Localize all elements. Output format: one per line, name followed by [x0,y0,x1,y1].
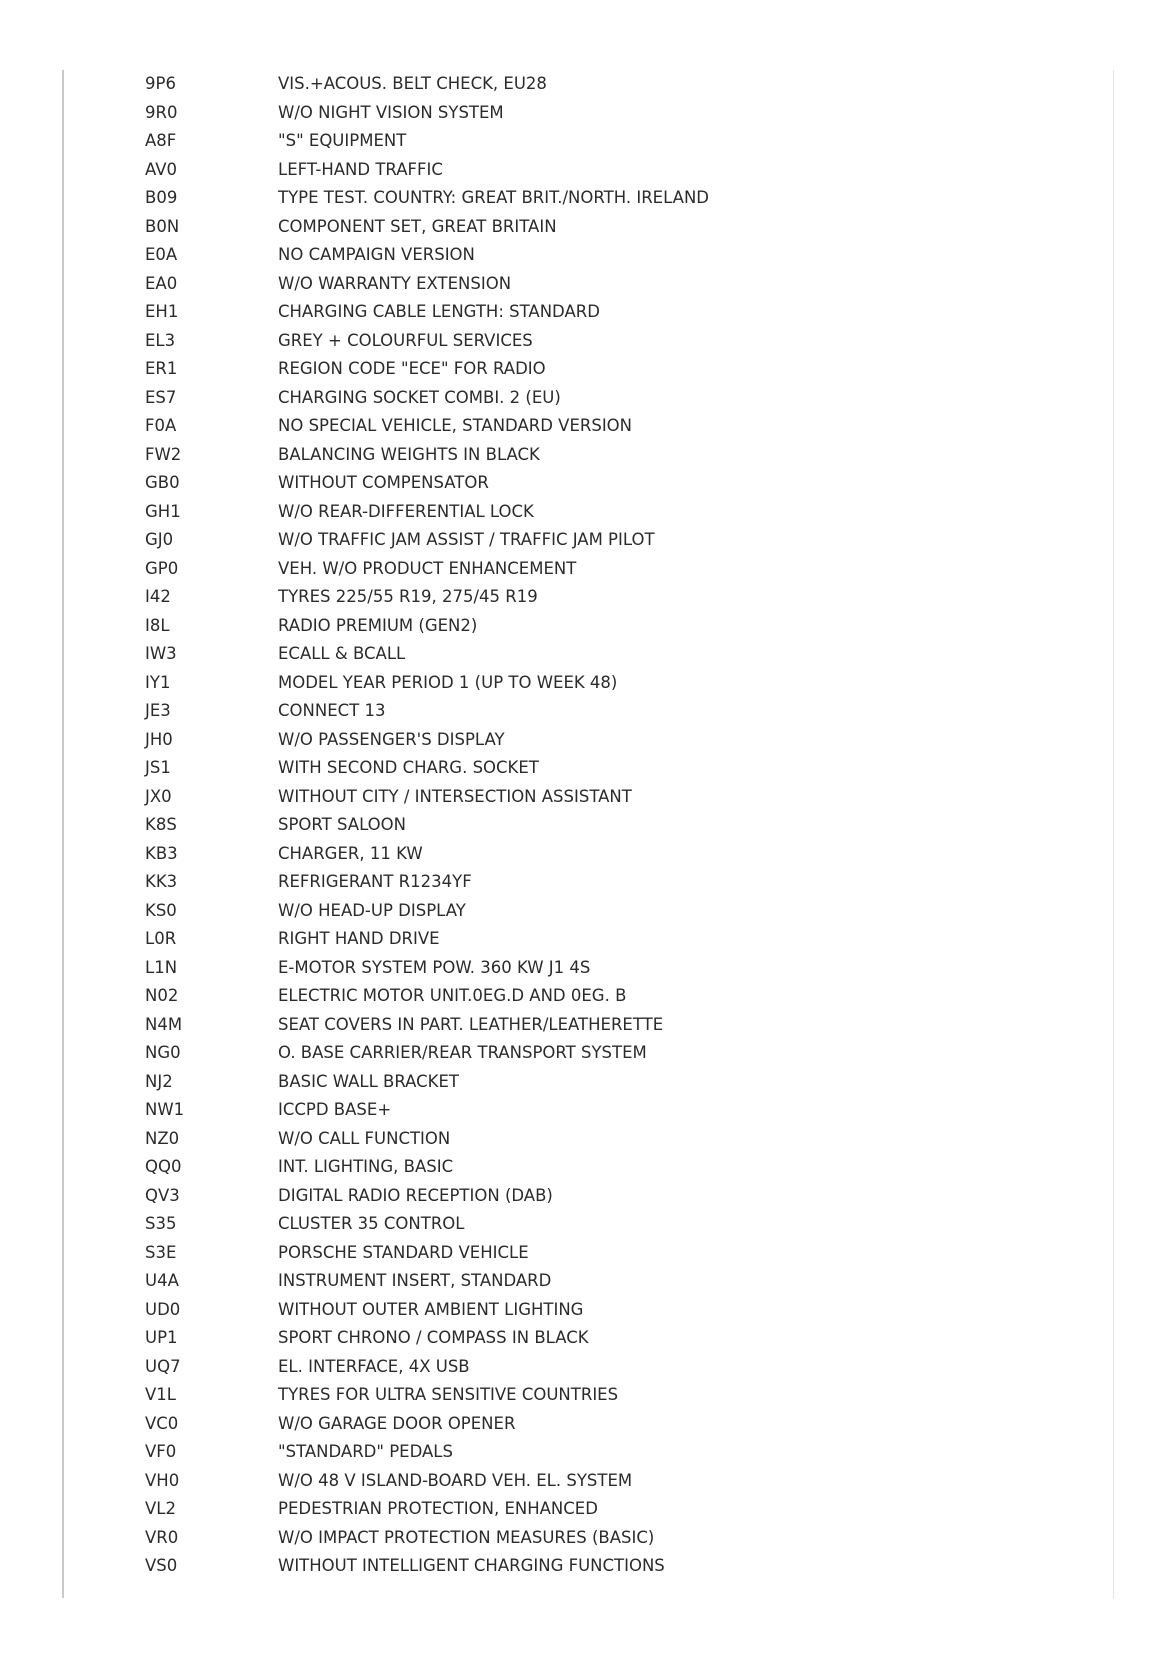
list-item [0,1410,1174,1439]
list-item [0,1552,1174,1581]
list-item [0,298,1174,327]
list-item [0,982,1174,1011]
option-code: N02 [145,986,179,1005]
option-code: KK3 [145,872,178,891]
option-description: RADIO PREMIUM (GEN2) [278,615,478,635]
list-item [0,241,1174,270]
option-description: MODEL YEAR PERIOD 1 (UP TO WEEK 48) [278,672,618,692]
option-description: WITHOUT COMPENSATOR [278,473,489,492]
option-description: REGION CODE "ECE" FOR RADIO [278,359,546,378]
option-description: NO CAMPAIGN VERSION [278,245,475,264]
option-description: VIS.+ACOUS. BELT CHECK, EU28 [278,74,547,93]
option-code: IY1 [145,672,171,692]
list-item [0,355,1174,384]
option-code: EL3 [145,330,176,350]
list-item [0,726,1174,755]
option-code: VC0 [145,1413,179,1433]
option-code: EH1 [145,302,179,321]
list-item [0,1210,1174,1239]
option-description: INT. LIGHTING, BASIC [278,1157,454,1176]
list-item [0,1096,1174,1125]
list-item [0,583,1174,612]
option-code: FW2 [145,444,182,464]
list-item [0,469,1174,498]
option-description: DIGITAL RADIO RECEPTION (DAB) [278,1185,553,1205]
option-code: E0A [145,245,178,264]
option-description: COMPONENT SET, GREAT BRITAIN [278,216,557,236]
option-description: O. BASE CARRIER/REAR TRANSPORT SYSTEM [278,1043,647,1062]
option-description: BALANCING WEIGHTS IN BLACK [278,444,540,464]
option-code: UD0 [145,1299,181,1319]
option-description: "S" EQUIPMENT [278,131,407,150]
list-item [0,868,1174,897]
option-code: GB0 [145,473,180,492]
option-description: W/O PASSENGER'S DISPLAY [278,729,505,749]
list-item [0,811,1174,840]
list-item [0,1381,1174,1410]
option-description: TYRES FOR ULTRA SENSITIVE COUNTRIES [278,1385,619,1404]
list-item [0,1125,1174,1154]
option-description: W/O NIGHT VISION SYSTEM [278,102,504,122]
list-item [0,156,1174,185]
option-code: N4M [145,1014,183,1034]
list-item [0,526,1174,555]
option-description: WITH SECOND CHARG. SOCKET [278,758,539,777]
list-item [0,897,1174,926]
option-description: CHARGING CABLE LENGTH: STANDARD [278,302,600,321]
option-description: GREY + COLOURFUL SERVICES [278,330,533,350]
list-item [0,1296,1174,1325]
option-code: JH0 [145,729,173,749]
option-description: BASIC WALL BRACKET [278,1071,460,1091]
option-description: NO SPECIAL VEHICLE, STANDARD VERSION [278,416,633,435]
option-code: GJ0 [145,530,174,549]
option-description: INSTRUMENT INSERT, STANDARD [278,1271,552,1290]
list-item [0,783,1174,812]
option-code: AV0 [145,159,178,179]
list-item [0,697,1174,726]
option-code: GP0 [145,558,179,578]
option-code: 9P6 [145,74,176,93]
option-description: W/O HEAD-UP DISPLAY [278,900,466,920]
option-code: 9R0 [145,102,178,122]
option-description: ICCPD BASE+ [278,1100,392,1119]
option-description: WITHOUT INTELLIGENT CHARGING FUNCTIONS [278,1556,665,1575]
list-item [0,498,1174,527]
option-code: QV3 [145,1185,180,1205]
option-description: W/O GARAGE DOOR OPENER [278,1413,516,1433]
list-item [0,1467,1174,1496]
list-item [0,640,1174,669]
option-code: V1L [145,1385,176,1404]
option-code: QQ0 [145,1157,182,1176]
option-description: SPORT CHRONO / COMPASS IN BLACK [278,1328,589,1347]
list-item [0,754,1174,783]
option-description: TYRES 225/55 R19, 275/45 R19 [278,587,538,606]
list-item [0,99,1174,128]
option-code: JS1 [145,758,171,777]
list-item [0,1353,1174,1382]
option-code: KS0 [145,900,177,920]
option-description: CONNECT 13 [278,701,386,720]
list-item [0,1153,1174,1182]
option-code: ES7 [145,387,177,407]
option-description: CLUSTER 35 CONTROL [278,1214,465,1233]
list-item [0,384,1174,413]
list-item [0,1239,1174,1268]
list-item [0,1267,1174,1296]
option-description: ELECTRIC MOTOR UNIT.0EG.D AND 0EG. B [278,986,627,1005]
equipment-code-list [0,70,1174,1581]
option-description: SEAT COVERS IN PART. LEATHER/LEATHERETTE [278,1014,664,1034]
option-code: EA0 [145,273,178,293]
option-code: NW1 [145,1100,185,1119]
option-code: VR0 [145,1527,179,1547]
list-item [0,1182,1174,1211]
option-code: S3E [145,1242,177,1262]
option-code: NZ0 [145,1128,180,1148]
option-description: CHARGER, 11 KW [278,843,423,863]
list-item [0,954,1174,983]
option-code: IW3 [145,644,177,663]
option-description: W/O WARRANTY EXTENSION [278,273,512,293]
option-description: PEDESTRIAN PROTECTION, ENHANCED [278,1499,598,1518]
option-description: W/O REAR-DIFFERENTIAL LOCK [278,501,534,521]
option-code: K8S [145,815,177,834]
list-item [0,1011,1174,1040]
option-code: L1N [145,957,178,977]
option-description: REFRIGERANT R1234YF [278,872,472,891]
option-code: UP1 [145,1328,178,1347]
list-item [0,327,1174,356]
list-item [0,184,1174,213]
option-code: F0A [145,416,177,435]
option-code: VS0 [145,1556,178,1575]
option-description: SPORT SALOON [278,815,406,834]
option-code: VF0 [145,1442,177,1461]
option-code: JE3 [145,701,171,720]
list-item [0,925,1174,954]
list-item [0,412,1174,441]
option-description: W/O CALL FUNCTION [278,1128,451,1148]
option-code: GH1 [145,501,181,521]
list-item [0,612,1174,641]
list-item [0,1039,1174,1068]
option-code: L0R [145,929,177,948]
option-description: ECALL & BCALL [278,644,406,663]
option-description: LEFT-HAND TRAFFIC [278,159,443,179]
option-description: W/O IMPACT PROTECTION MEASURES (BASIC) [278,1527,655,1547]
option-code: ER1 [145,359,178,378]
list-item [0,1495,1174,1524]
option-description: W/O TRAFFIC JAM ASSIST / TRAFFIC JAM PILOT [278,530,655,549]
list-item [0,1324,1174,1353]
option-description: E-MOTOR SYSTEM POW. 360 KW J1 4S [278,957,591,977]
option-description: WITHOUT CITY / INTERSECTION ASSISTANT [278,786,632,806]
option-description: VEH. W/O PRODUCT ENHANCEMENT [278,558,577,578]
list-item [0,1438,1174,1467]
option-code: I42 [145,587,171,606]
list-item [0,213,1174,242]
option-description: WITHOUT OUTER AMBIENT LIGHTING [278,1299,584,1319]
option-code: B0N [145,216,180,236]
option-code: S35 [145,1214,177,1233]
option-description: EL. INTERFACE, 4X USB [278,1356,470,1376]
option-code: VL2 [145,1499,176,1518]
option-description: CHARGING SOCKET COMBI. 2 (EU) [278,387,561,407]
option-code: NJ2 [145,1071,173,1091]
list-item [0,441,1174,470]
list-item [0,270,1174,299]
option-code: A8F [145,131,177,150]
option-code: B09 [145,188,178,207]
list-item [0,70,1174,99]
option-description: PORSCHE STANDARD VEHICLE [278,1242,529,1262]
option-description: W/O 48 V ISLAND-BOARD VEH. EL. SYSTEM [278,1470,633,1490]
option-code: VH0 [145,1470,180,1490]
option-code: U4A [145,1271,179,1290]
list-item [0,1068,1174,1097]
option-code: UQ7 [145,1356,181,1376]
list-item [0,669,1174,698]
option-description: "STANDARD" PEDALS [278,1442,453,1461]
list-item [0,840,1174,869]
option-code: NG0 [145,1043,181,1062]
option-code: KB3 [145,843,178,863]
list-item [0,127,1174,156]
option-code: JX0 [145,786,172,806]
option-code: I8L [145,615,170,635]
list-item [0,1524,1174,1553]
option-description: TYPE TEST. COUNTRY: GREAT BRIT./NORTH. IRELAND [278,188,709,207]
option-description: RIGHT HAND DRIVE [278,929,440,948]
list-item [0,555,1174,584]
